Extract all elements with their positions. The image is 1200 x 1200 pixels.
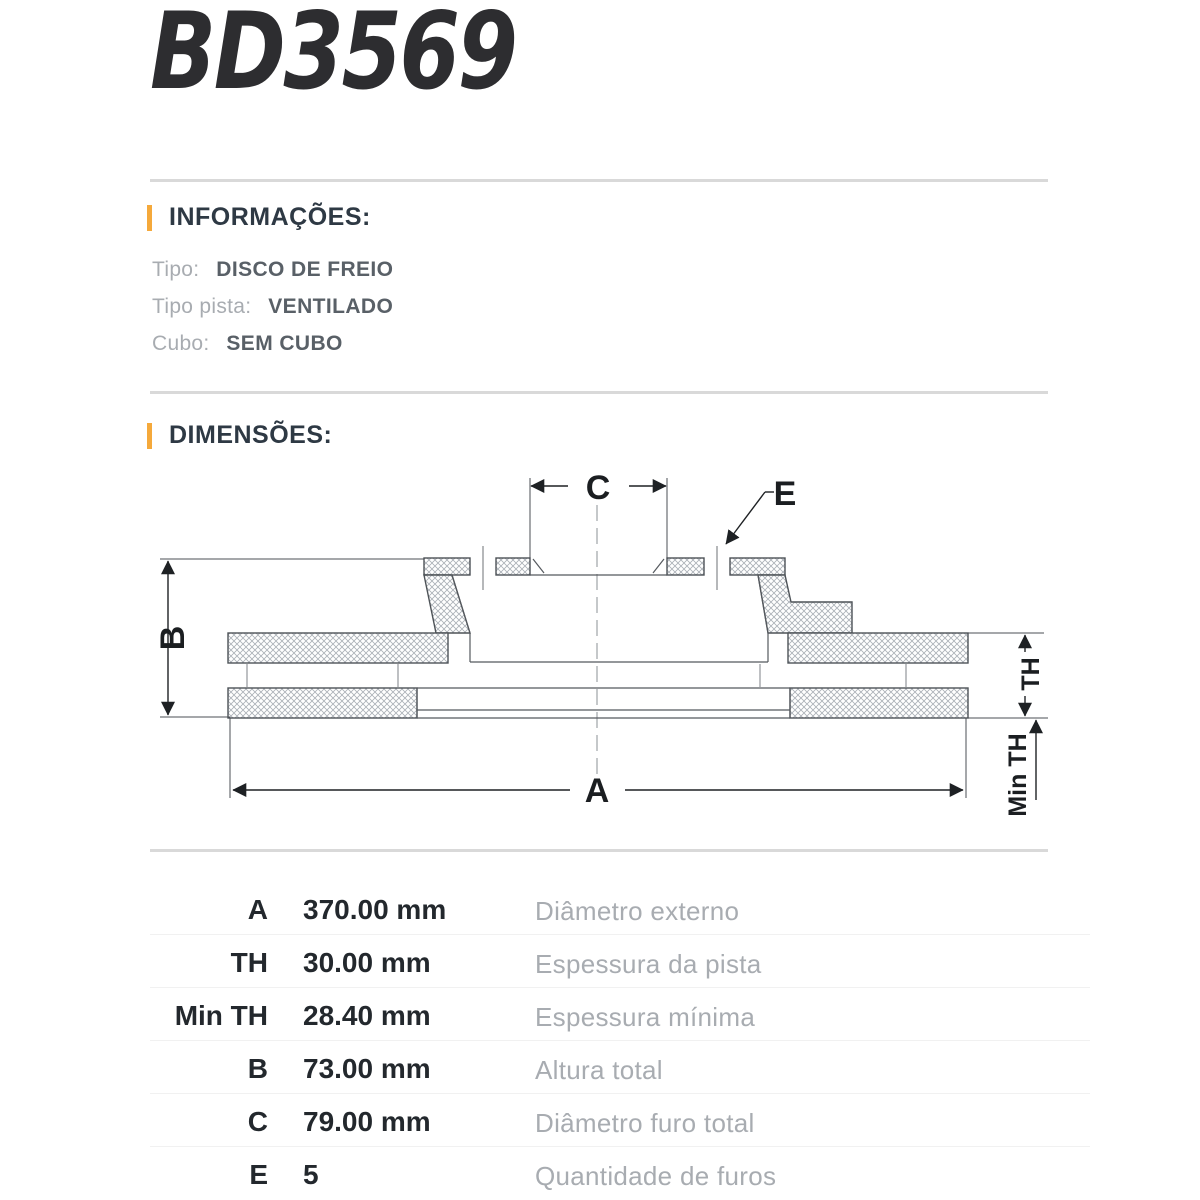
info-row-tipo — [152, 258, 393, 282]
info-value: DISCO DE FREIO — [216, 258, 394, 281]
row-separator — [150, 1146, 1090, 1147]
outline-details — [417, 559, 790, 718]
row-separator — [150, 1093, 1090, 1094]
dimension-value: 28.40 mm — [303, 1000, 431, 1031]
info-label: Cubo: — [152, 332, 210, 355]
dimension-value: 5 — [303, 1159, 319, 1190]
table-row — [150, 947, 762, 981]
dimension-key: A — [247, 894, 268, 925]
divider-above-dimensions — [150, 391, 1048, 394]
vent-vane-lines — [247, 664, 906, 687]
info-section-title: INFORMAÇÕES: — [169, 203, 371, 231]
dimension-description: Diâmetro furo total — [535, 1108, 755, 1138]
dimension-key: Min TH — [174, 1000, 268, 1031]
table-row — [150, 1000, 756, 1034]
dimension-key: B — [247, 1053, 268, 1084]
dimension-value: 79.00 mm — [303, 1106, 431, 1137]
row-separator — [150, 1040, 1090, 1041]
dimension-description: Espessura mínima — [535, 1002, 756, 1032]
dimension-value: 30.00 mm — [303, 947, 431, 978]
info-row-cubo — [152, 332, 343, 356]
dimension-description: Diâmetro externo — [535, 896, 740, 926]
info-value: SEM CUBO — [226, 332, 343, 355]
accent-bar — [147, 205, 152, 231]
dimension-description: Altura total — [535, 1055, 663, 1085]
dimension-key: C — [247, 1106, 268, 1137]
brake-disc-cross-section-diagram — [0, 455, 1200, 848]
dimension-value: 370.00 mm — [303, 894, 447, 925]
info-label: Tipo pista: — [152, 295, 252, 318]
info-row-tipo-pista — [152, 295, 393, 319]
table-row — [150, 1159, 777, 1193]
page-title: BD3569 — [150, 0, 516, 113]
dimension-key: E — [249, 1159, 268, 1190]
hatched-sections — [228, 558, 968, 718]
dimension-value: 73.00 mm — [303, 1053, 431, 1084]
label-e: E — [773, 475, 797, 513]
table-row — [150, 1053, 663, 1087]
dimension-key: TH — [230, 947, 268, 978]
divider-under-drawing — [150, 849, 1048, 852]
table-row — [150, 894, 740, 928]
info-value: VENTILADO — [268, 295, 394, 318]
label-b: B — [154, 625, 192, 651]
label-min-th: Min TH — [1004, 733, 1032, 817]
info-section-header — [147, 203, 371, 232]
dimensions-section-header — [147, 421, 332, 450]
label-c: C — [585, 469, 611, 507]
row-separator — [150, 934, 1090, 935]
row-separator — [150, 987, 1090, 988]
accent-bar — [147, 423, 152, 449]
table-row — [150, 1106, 755, 1140]
label-th: TH — [1017, 657, 1045, 691]
dimension-description: Quantidade de furos — [535, 1161, 777, 1191]
label-a: A — [584, 772, 610, 810]
dimension-description: Espessura da pista — [535, 949, 762, 979]
info-label: Tipo: — [152, 258, 200, 281]
divider-under-title — [150, 179, 1048, 182]
dimensions-section-title: DIMENSÕES: — [169, 421, 333, 449]
